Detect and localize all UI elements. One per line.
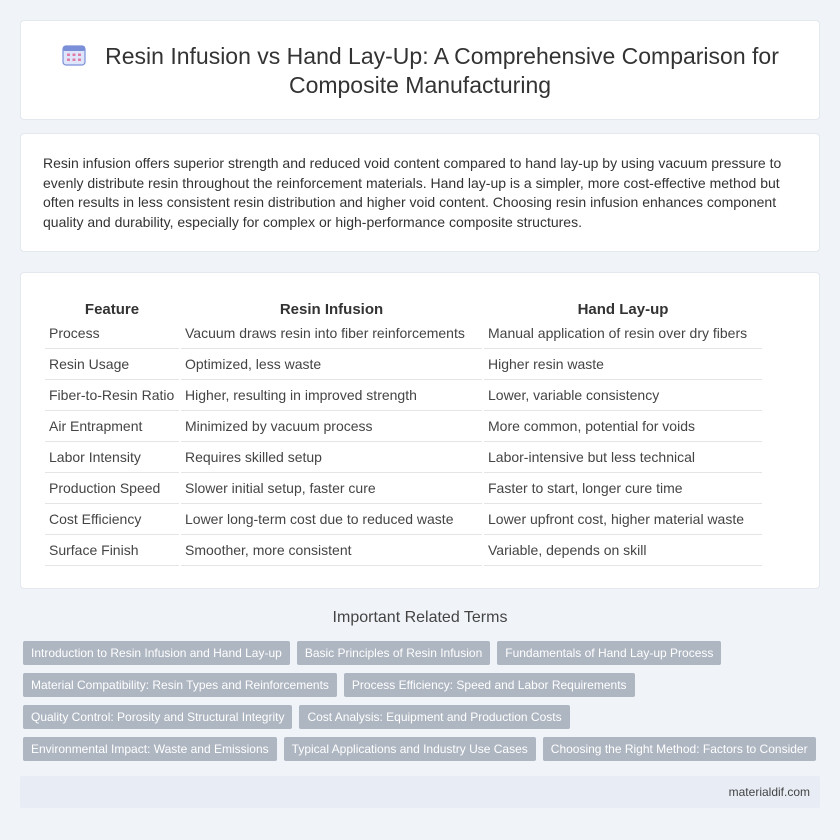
table-cell: Variable, depends on skill: [484, 535, 762, 566]
related-term-tag[interactable]: Typical Applications and Industry Use Cases: [284, 737, 536, 761]
table-cell: More common, potential for voids: [484, 411, 762, 442]
intro-paragraph: Resin infusion offers superior strength and reduced void content compared to hand lay-up by using vacuum pressure to evenly distribute resin throughout the reinforcement materials. Hand lay-up is a simpler, more cost-effective method but often results in less consistent resin distribution and higher void content. Choosing resin infusion enhances component quality and durability, especially for complex or high-performance composite structures.: [43, 155, 782, 230]
related-terms-title: Important Related Terms: [332, 609, 508, 626]
footer: [20, 776, 820, 808]
related-term-tag[interactable]: Basic Principles of Resin Infusion: [297, 641, 490, 665]
related-term-tag[interactable]: Material Compatibility: Resin Types and Reinforcements: [23, 673, 337, 697]
table-cell: Air Entrapment: [45, 411, 179, 442]
table-row: [45, 442, 762, 473]
table-cell: Resin Usage: [45, 349, 179, 380]
table-row: [45, 473, 762, 504]
table-cell: Vacuum draws resin into fiber reinforcements: [181, 318, 482, 349]
table-cell: Labor Intensity: [45, 442, 179, 473]
related-terms-list: [23, 641, 823, 769]
tag-row: [23, 641, 823, 665]
table-cell: Surface Finish: [45, 535, 179, 566]
table-cell: Slower initial setup, faster cure: [181, 473, 482, 504]
table-row: [45, 504, 762, 535]
column-header-resin-infusion: Resin Infusion: [279, 301, 384, 318]
table-cell: Optimized, less waste: [181, 349, 482, 380]
page-title: [51, 42, 789, 100]
related-term-tag[interactable]: Process Efficiency: Speed and Labor Requirements: [344, 673, 635, 697]
table-row: [45, 535, 762, 566]
table-row: [45, 318, 762, 349]
table-cell: Process: [45, 318, 179, 349]
related-term-tag[interactable]: Quality Control: Porosity and Structural Integrity: [23, 705, 292, 729]
site-name[interactable]: materialdif.com: [728, 785, 810, 799]
table-header-row: [45, 296, 762, 318]
comparison-table: [43, 296, 764, 566]
related-term-tag[interactable]: Cost Analysis: Equipment and Production Costs: [299, 705, 569, 729]
table-cell: Lower long-term cost due to reduced waste: [181, 504, 482, 535]
table-cell: Faster to start, longer cure time: [484, 473, 762, 504]
calendar-grid-icon: [61, 43, 87, 67]
table-cell: Smoother, more consistent: [181, 535, 482, 566]
table-cell: Lower, variable consistency: [484, 380, 762, 411]
table-cell: Lower upfront cost, higher material waste: [484, 504, 762, 535]
table-row: [45, 349, 762, 380]
table-row: [45, 380, 762, 411]
related-term-tag[interactable]: Introduction to Resin Infusion and Hand Lay-up: [23, 641, 290, 665]
table-row: [45, 411, 762, 442]
intro-card: [20, 133, 820, 252]
table-cell: Fiber-to-Resin Ratio: [45, 380, 179, 411]
tag-row: [23, 737, 823, 761]
column-header-hand-lay-up: Hand Lay-up: [577, 301, 669, 318]
related-term-tag[interactable]: Choosing the Right Method: Factors to Consider: [543, 737, 816, 761]
column-header-feature: Feature: [84, 301, 140, 318]
table-cell: Manual application of resin over dry fibers: [484, 318, 762, 349]
related-term-tag[interactable]: Fundamentals of Hand Lay-up Process: [497, 641, 721, 665]
tag-row: [23, 673, 823, 697]
table-cell: Labor-intensive but less technical: [484, 442, 762, 473]
table-cell: Production Speed: [45, 473, 179, 504]
related-term-tag[interactable]: Environmental Impact: Waste and Emissions: [23, 737, 277, 761]
tag-row: [23, 705, 823, 729]
table-cell: Minimized by vacuum process: [181, 411, 482, 442]
table-cell: Cost Efficiency: [45, 504, 179, 535]
page-title-text: Resin Infusion vs Hand Lay-Up: A Comprehensive Comparison for Composite Manufacturing: [105, 43, 779, 98]
table-cell: Higher, resulting in improved strength: [181, 380, 482, 411]
title-card: [20, 20, 820, 120]
comparison-card: [20, 272, 820, 589]
table-cell: Higher resin waste: [484, 349, 762, 380]
table-cell: Requires skilled setup: [181, 442, 482, 473]
